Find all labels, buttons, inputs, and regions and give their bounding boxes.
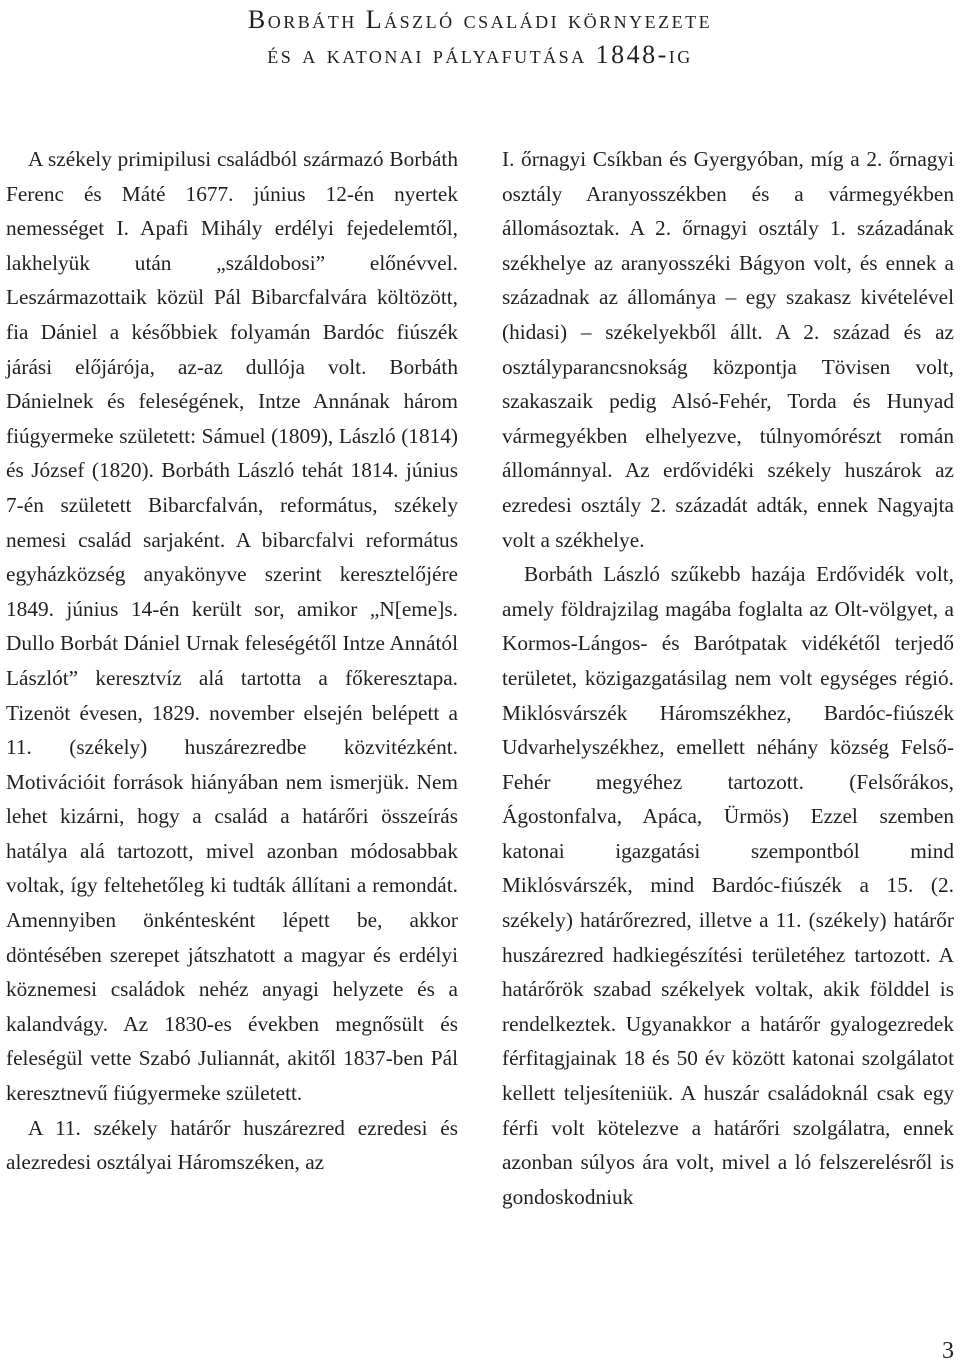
left-text-column [6, 142, 458, 1180]
chapter-title-line-1: Borbáth László családi környezete [247, 5, 713, 34]
chapter-title [0, 0, 960, 72]
body-paragraph: A székely primipilusi családból származó Borbáth Ferenc és Máté 1677. június 12-én nyertek nemességet I. Apafi Mihály erdélyi fejedelemtől, lakhelyük után „száldobosi” előnévvel. Leszármazottaik közül Pál Bibarcfalvára költözött, fia Dániel a későbbiek folyamán Bardóc fiúszék járási előjárója, az-az dullója volt. Borbáth Dánielnek és feleségének, Intze Annának három fiúgyermeke született: Sámuel (1809), László (1814) és József (1820). Borbáth László tehát 1814. június 7-én született Bibarcfalván, református, székely nemesi család sarjaként. A bibarcfalvi református egyházközség anyakönyve szerint keresztelőjére 1849. június 14-én került sor, amikor „N[eme]s. Dullo Borbát Dániel Urnak feleségétől Intze Annától Lászlót” keresztvíz alá tartotta a főkeresztapa. Tizenöt évesen, 1829. november elsején belépett a 11. (székely) huszárezredbe közvitézként. Motivációit források hiányában nem ismerjük. Nem lehet kizárni, hogy a család a határőri összeírás hatálya alá tartozott, mivel azonban módosabbak voltak, így feltehetőleg ki tudták állítani a remondát. Amennyiben önkéntesként lépett be, akkor döntésében szerepet játszhatott a magyar és erdélyi köznemesi családok nehéz anyagi helyzete és a kalandvágy. Az 1830-es években megnősült és feleségül vette Szabó Juliannát, akitől 1837-ben Pál keresztnevű fiúgyermeke született. [6, 147, 458, 1106]
body-paragraph: Borbáth László szűkebb hazája Erdővidék volt, amely földrajzilag magába foglalta az Olt-völgyet, a Kormos-Lángos- és Barótpatak vidékétől terjedő területet, közigazgatásilag nem volt egységes régió. Miklósvárszék Háromszékhez, Bardóc-fiúszék Udvarhelyszékhez, emellett néhány község Felső-Fehér megyéhez tartozott. (Felsőrákos, Ágostonfalva, Apáca, Ürmös) Ezzel szemben katonai igazgatási szempontból mind Miklósvárszék, mind Bardóc-fiúszék a 15. (2. székely) határőrezred, illetve a 11. (székely) határőr huszárezred hadkiegészítési területéhez tartozott. A határőrök szabad székelyek voltak, akik földdel is rendelkeztek. Ugyanakkor a határőr gyalogezredek férfitagjainak 18 és 50 év között katonai szolgálatot kellett teljesíteniük. A huszár családoknál csak egy férfi volt kötelezve a határőri szolgálatra, ennek azonban súlyos ára volt, mivel a ló felszerelésről is gondoskodniuk [502, 562, 954, 1209]
body-paragraph: A 11. székely határőr huszárezred ezredesi és alezredesi osztályai Háromszéken, az [6, 1115, 458, 1175]
page-number: 3 [942, 1338, 954, 1364]
chapter-title-line-2: és a katonai pályafutása 1848-ig [267, 40, 693, 69]
right-text-column [502, 142, 954, 1214]
body-paragraph-continued: I. őrnagyi Csíkban és Gyergyóban, míg a 2. őrnagyi osztály Aranyosszékben és a vármegyékben állomásoztak. A 2. őrnagyi osztály 1. századának székhelye az aranyosszéki Bágyon volt, és ennek a századnak az állománya – egy szakasz kivételével (hidasi) – székelyekből állt. A 2. század és az osztályparancsnokság központja Tövisen volt, szakaszaik pedig Alsó-Fehér, Torda és Hunyad vármegyékben elhelyezve, túlnyomórészt román állománnyal. Az erdővidéki székely huszárok az ezredesi osztály 2. századát adták, ennek Nagyajta volt a székhelye. [502, 147, 954, 552]
